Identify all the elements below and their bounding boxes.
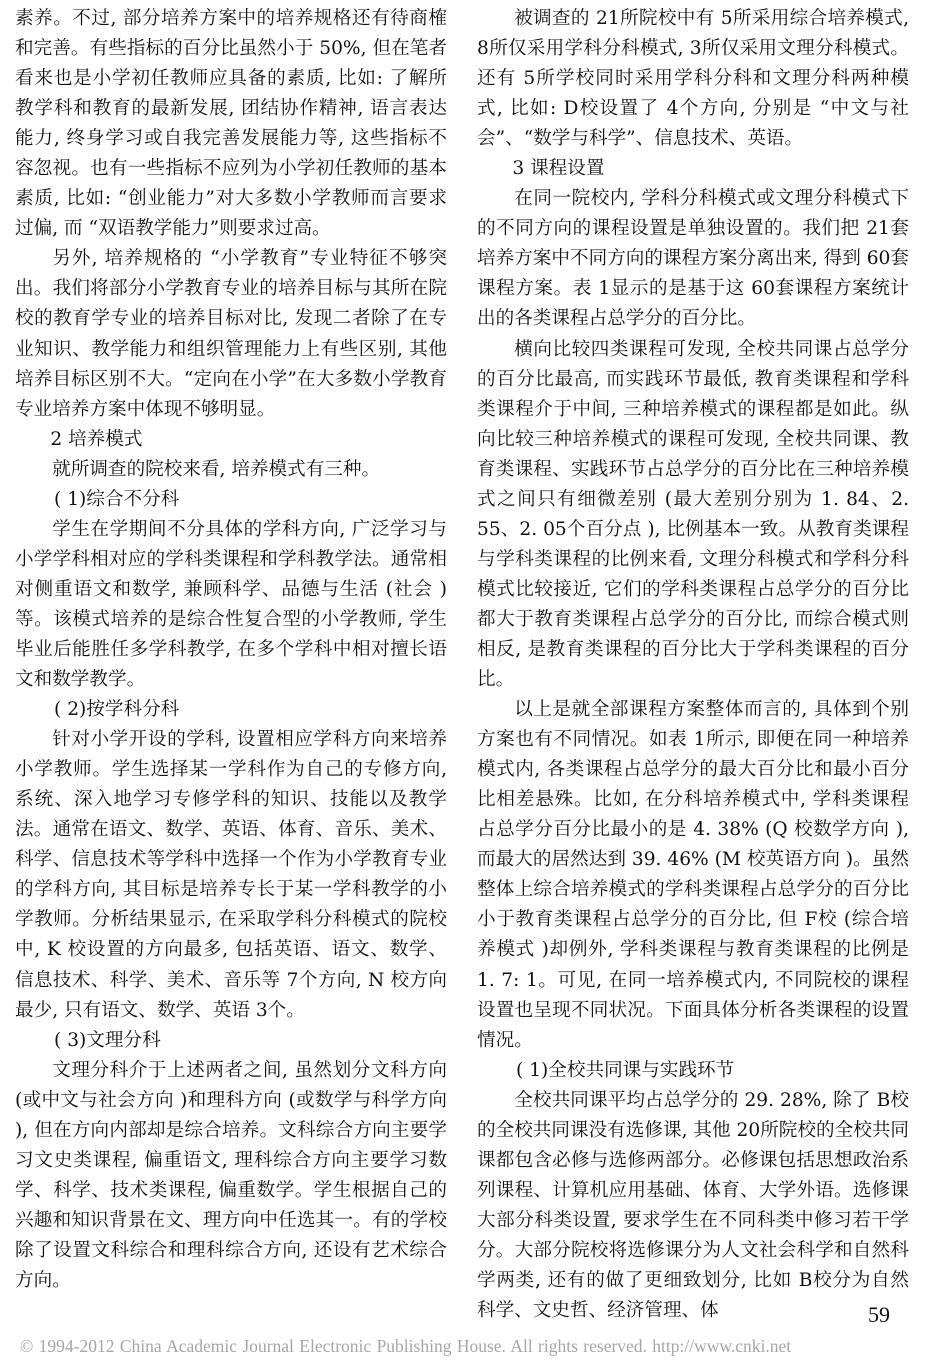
- paragraph: 针对小学开设的学科, 设置相应学科方向来培养小学教师。学生选择某一学科作为自己的专修方向, 系统、深入地学习专修学科的知识、技能以及教学法。通常在语文、数学、英语、体育、音乐、美术、科学、信息技术等学科中选择一个作为小学教育专业的学科方向, 其目标是培养专长于某一学科教学的小学教师。分析结果显示, 在采取学科分科模式的院校中, K 校设置的方向最多, 包括英语、语文、数学、信息技术、科学、美术、音乐等 7个方向, N 校方向最少, 只有语文、数学、英语 3个。: [15, 729, 447, 1021]
- section-heading: 3 课程设置: [512, 158, 605, 180]
- page-number: 59: [868, 1302, 890, 1327]
- subsection-heading: ( 1)综合不分科: [54, 488, 180, 510]
- paragraph: 被调查的 21所院校中有 5所采用综合培养模式, 8所仅采用学科分科模式, 3所仅采用文理分科模式。还有 5所学校同时采用学科分科和文理分科两种模式, 比如: D校设置了 4个方向, 分别是 “中文与社会”、“数学与科学”、信息技术、英语。: [477, 8, 909, 150]
- subsection-heading: ( 1)全校共同课与实践环节: [516, 1059, 735, 1081]
- right-column: [477, 4, 909, 1326]
- paragraph: 学生在学期间不分具体的学科方向, 广泛学习与小学学科相对应的学科类课程和学科教学法。通常相对侧重语文和数学, 兼顾科学、品德与生活 (社会 )等。该模式培养的是综合性复合型的小学教师, 学生毕业后能胜任多学科教学, 在多个学科中相对擅长语文和数学教学。: [15, 518, 447, 691]
- paragraph: 在同一院校内, 学科分科模式或文理分科模式下的不同方向的课程设置是单独设置的。我们把 21套培养方案中不同方向的课程方案分离出来, 得到 60套课程方案。表 1显示的是基于这 60套课程方案统计出的各类课程占总学分的百分比。: [477, 188, 909, 330]
- paragraph: 素养。不过, 部分培养方案中的培养规格还有待商榷和完善。有些指标的百分比虽然小于 50%, 但在笔者看来也是小学初任教师应具备的素质, 比如: 了解所教学科和教育的最新发展, 团结协作精神, 语言表达能力, 终身学习或自我完善发展能力等, 这些指标不容忽视。也有一些指标不应列为小学初任教师的基本素质, 比如: “创业能力”对大多数小学教师而言要求过偏, 而 “双语教学能力”则要求过高。: [15, 8, 447, 240]
- section-heading: 2 培养模式: [50, 428, 143, 450]
- paragraph: 以上是就全部课程方案整体而言的, 具体到个别方案也有不同情况。如表 1所示, 即便在同一种培养模式内, 各类课程占总学分的最大百分比和最小百分比相差悬殊。比如, 在分科培养模式中, 学科类课程占总学分百分比最小的是 4. 38% (Q 校数学方向 ), 而最大的居然达到 39. 46% (M 校英语方向 )。虽然整体上综合培养模式的学科类课程占总学分的百分比小于教育类课程占总学分的百分比, 但 F校 (综合培养模式 )却例外, 学科类课程与教育类课程的比例是 1. 7: 1。可见, 在同一培养模式内, 不同院校的课程设置也呈现不同状况。下面具体分析各类课程的设置情况。: [477, 699, 909, 1051]
- paragraph: 文理分科介于上述两者之间, 虽然划分文科方向 (或中文与社会方向 )和理科方向 (或数学与科学方向 ), 但在方向内部却是综合培养。文科综合方向主要学习文史类课程, 偏重语文, 理科综合方向主要学习数学、科学、技术类课程, 偏重数学。学生根据自己的兴趣和知识背景在文、理方向中任选其一。有的学校除了设置文科综合和理科综合方向, 还设有艺术综合方向。: [15, 1059, 447, 1291]
- paragraph: 就所调查的院校来看, 培养模式有三种。: [52, 458, 381, 480]
- left-column: [15, 4, 447, 1296]
- subsection-heading: ( 2)按学科分科: [54, 699, 180, 721]
- paragraph: 横向比较四类课程可发现, 全校共同课占总学分的百分比最高, 而实践环节最低, 教育类课程和学科类课程介于中间, 三种培养模式的课程都是如此。纵向比较三种培养模式的课程可发现, 全校共同课、教育类课程、实践环节占总学分的百分比在三种培养模式之间只有细微差别 (最大差别分别为 1. 84、2. 55、2. 05个百分点 ), 比例基本一致。从教育类课程与学科类课程的比例来看, 文理分科模式和学科分科模式比较接近, 它们的学科类课程占总学分的百分比都大于教育类课程占总学分的百分比, 而综合模式则相反, 是教育类课程的百分比大于学科类课程的百分比。: [477, 338, 909, 691]
- paragraph: 另外, 培养规格的 “小学教育”专业特征不够突出。我们将部分小学教育专业的培养目标与其所在院校的教育学专业的培养目标对比, 发现二者除了在专业知识、教学能力和组织管理能力上有些区别, 其他培养目标区别不大。“定向在小学”在大多数小学教育专业培养方案中体现不够明显。: [15, 248, 447, 420]
- copyright-footer: © 1994-2012 China Academic Journal Electronic Publishing House. All rights reserved. http://www.cnki.net: [20, 1336, 792, 1356]
- subsection-heading: ( 3)文理分科: [54, 1029, 161, 1051]
- paragraph: 全校共同课平均占总学分的 29. 28%, 除了 B校的全校共同课没有选修课, 其他 20所院校的全校共同课都包含必修与选修两部分。必修课包括思想政治系列课程、计算机应用基础、体育、大学外语。选修课大部分科类设置, 要求学生在不同科类中修习若干学分。大部分院校将选修课分为人文社会科学和自然科学两类, 还有的做了更细致划分, 比如 B校分为自然科学、文史哲、经济管理、体: [477, 1089, 909, 1322]
